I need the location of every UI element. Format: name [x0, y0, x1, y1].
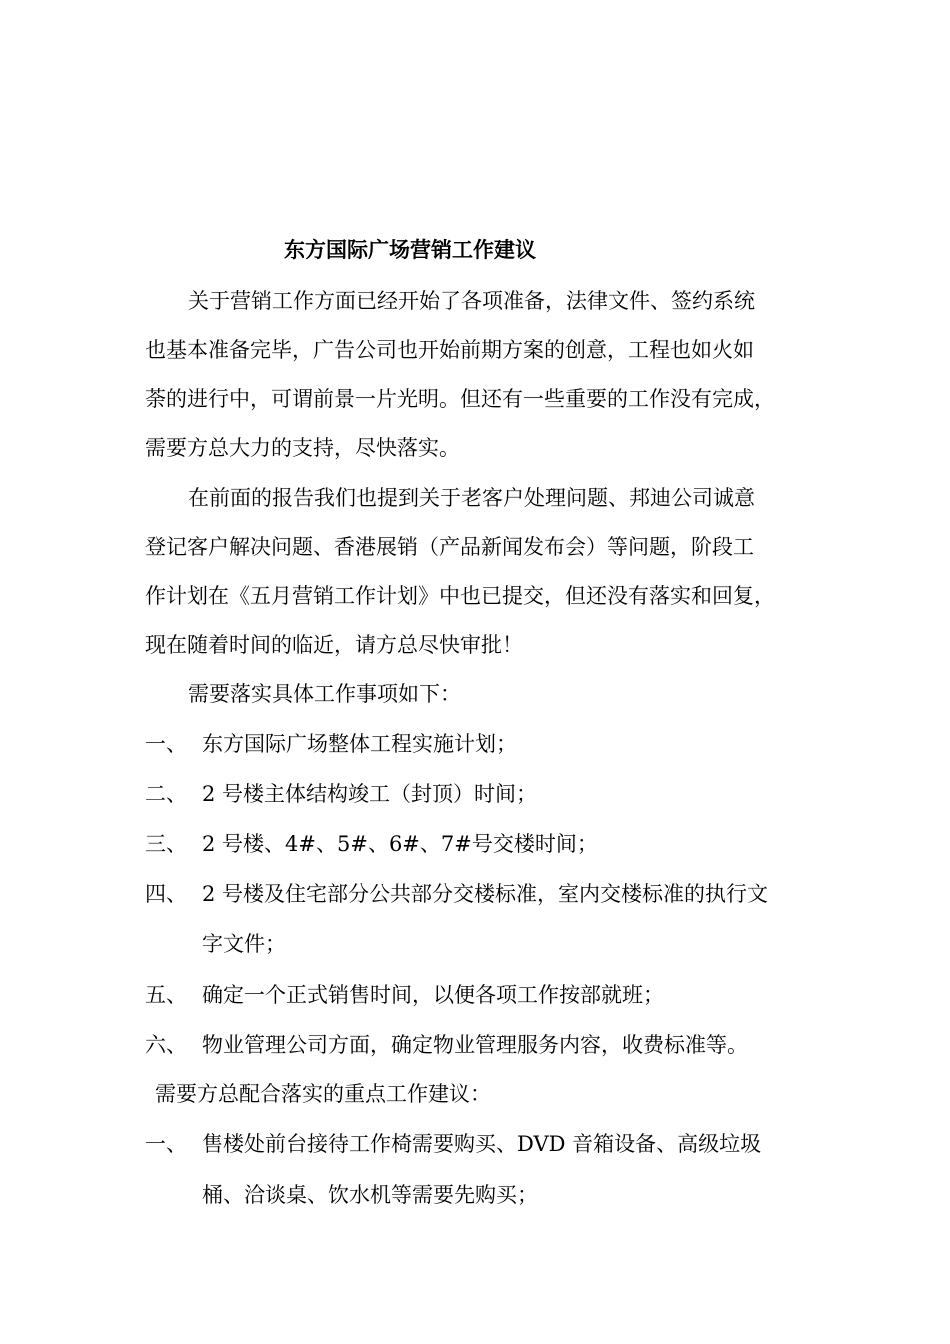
list-item-text: 东方国际广场整体工程实施计划；	[202, 732, 517, 756]
document-title: 东方国际广场营销工作建议	[284, 237, 536, 262]
list-item-number: 二、	[145, 782, 187, 806]
paragraph-1-line-4: 需要方总大力的支持，尽快落实。	[145, 436, 460, 460]
list-item-text: 2 号楼、4#、5#、6#、7#号交楼时间；	[202, 832, 598, 856]
list-item-number: 三、	[145, 832, 187, 856]
list-item-text: 确定一个正式销售时间，以便各项工作按部就班；	[202, 983, 664, 1007]
list-item-text: 售楼处前台接待工作椅需要购买、DVD 音箱设备、高级垃圾	[202, 1132, 762, 1156]
list-item	[145, 780, 537, 808]
list-item	[145, 880, 768, 908]
paragraph-1-line-1: 关于营销工作方面已经开始了各项准备，法律文件、签约系统	[188, 289, 755, 313]
list-2-heading: 需要方总配合落实的重点工作建议：	[155, 1082, 491, 1106]
list-item-number: 六、	[145, 1033, 187, 1057]
list-item	[145, 1130, 761, 1158]
list-item-number: 五、	[145, 983, 187, 1007]
list-item-number: 一、	[145, 732, 187, 756]
list-item	[145, 981, 664, 1009]
list-1-heading: 需要落实具体工作事项如下：	[188, 682, 461, 706]
list-item-continuation: 桶、洽谈桌、饮水机等需要先购买；	[202, 1183, 538, 1207]
paragraph-2-line-1: 在前面的报告我们也提到关于老客户处理问题、邦迪公司诚意	[188, 486, 755, 510]
list-item-continuation: 字文件；	[202, 932, 286, 956]
list-item-number: 四、	[145, 882, 187, 906]
paragraph-2-line-3: 作计划在《五月营销工作计划》中也已提交，但还没有落实和回复，	[145, 584, 775, 608]
paragraph-1-line-2: 也基本准备完毕，广告公司也开始前期方案的创意，工程也如火如	[145, 338, 754, 362]
list-item	[145, 1031, 748, 1059]
list-item	[145, 830, 598, 858]
paragraph-2-line-4: 现在随着时间的临近，请方总尽快审批！	[145, 633, 523, 657]
list-item-number: 一、	[145, 1132, 187, 1156]
paragraph-2-line-2: 登记客户解决问题、香港展销（产品新闻发布会）等问题，阶段工	[145, 535, 754, 559]
list-item-text: 2 号楼及住宅部分公共部分交楼标准，室内交楼标准的执行文	[202, 882, 769, 906]
list-item-text: 2 号楼主体结构竣工（封顶）时间；	[202, 782, 538, 806]
list-item-text: 物业管理公司方面，确定物业管理服务内容，收费标准等。	[202, 1033, 748, 1057]
list-item	[145, 730, 517, 758]
paragraph-1-line-3: 荼的进行中，可谓前景一片光明。但还有一些重要的工作没有完成，	[145, 387, 775, 411]
